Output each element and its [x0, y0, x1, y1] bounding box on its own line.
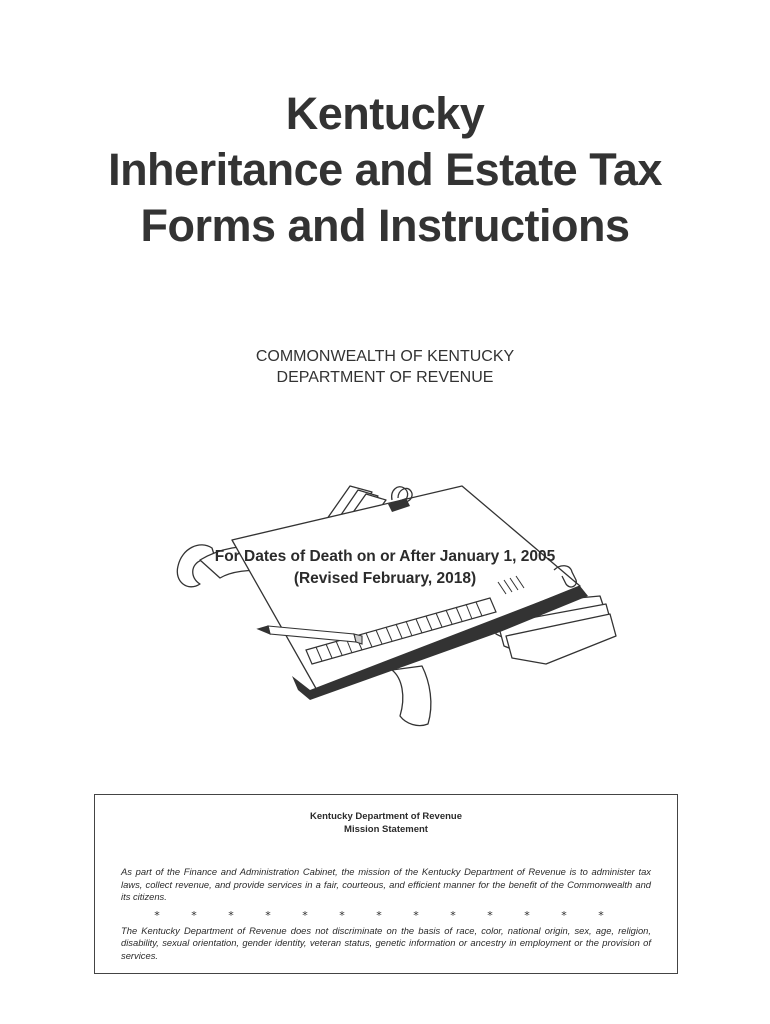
nondiscrimination-statement: The Kentucky Department of Revenue does not discriminate on the basis of race, color, national origin, sex, age, religion, disability, sexual orientation, gender identity, veteran status, genetic information or ancestry in employment or the provision of services. — [121, 924, 651, 961]
agency-commonwealth: COMMONWEALTH OF KENTUCKY — [255, 348, 515, 365]
mission-heading — [121, 811, 651, 836]
issuing-agency — [0, 346, 770, 388]
mission-statement-text: As part of the Finance and Administration Cabinet, the mission of the Kentucky Department of Revenue is to administer tax laws, collect revenue, and provide services in a fair, courteous, and efficient manner for the benefit of the Commonwealth and its citizens. — [121, 866, 651, 902]
mission-heading-title: Mission Statement — [344, 823, 428, 835]
mission-heading-agency: Kentucky Department of Revenue — [309, 811, 463, 822]
title-line-forms: Forms and Instructions — [140, 200, 630, 251]
applicability-notice — [160, 546, 610, 590]
star-separator: * * * * * * * * * * * * * — [154, 908, 618, 922]
title-line-subject: Inheritance and Estate Tax — [108, 144, 662, 195]
tax-papers-illustration-icon — [160, 478, 620, 738]
dates-of-death-line: For Dates of Death on or After January 1, 2005 — [214, 548, 556, 565]
title-line-state: Kentucky — [285, 88, 485, 139]
mission-statement-box — [94, 794, 678, 974]
revision-date-line: (Revised February, 2018) — [293, 570, 477, 587]
agency-department: DEPARTMENT OF REVENUE — [276, 369, 494, 386]
document-title — [0, 86, 770, 254]
